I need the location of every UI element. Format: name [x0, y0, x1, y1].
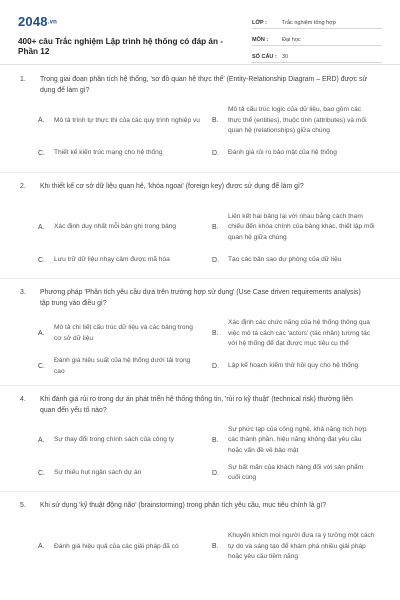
answer-letter: C. [38, 256, 45, 264]
answer-letter: C. [38, 469, 45, 477]
meta-value: Đại học [282, 37, 301, 43]
question-number: 2. [20, 182, 26, 190]
answer-text: Sự phức tạp của công nghệ, khả năng tích hợp các thành phần, hiệu năng không đạt yêu cầu hoặc vấn đề về bảo mật [228, 425, 367, 454]
answer-options [0, 422, 400, 488]
meta-row-class [252, 14, 382, 29]
answer-option-b[interactable] [212, 422, 386, 460]
answer-option-b[interactable] [212, 102, 386, 140]
question-list [0, 74, 400, 572]
question-3 [0, 287, 400, 386]
answer-option-c[interactable] [38, 246, 212, 274]
answer-text: Sự thiếu hụt ngân sách dự án [54, 468, 142, 476]
answer-letter: B. [212, 223, 219, 231]
question-text [0, 287, 400, 309]
meta-row-count [252, 48, 382, 63]
answer-letter: D. [212, 150, 219, 157]
answer-text: Thiết kế kiến trúc mạng cho hệ thống [54, 149, 163, 157]
answer-text: Mô tả trình tự thực thi của các quy trình nghiệp vụ [54, 116, 200, 124]
question-separator [0, 278, 400, 279]
answer-text: Sự thay đổi trong chính sách của công ty [54, 436, 174, 443]
question-number: 3. [20, 289, 26, 296]
answer-letter: A. [38, 223, 45, 231]
answer-text: Lưu trữ dữ liệu nhạy cảm được mã hóa [54, 255, 170, 263]
question-text [0, 394, 400, 416]
answer-option-d[interactable] [212, 246, 386, 274]
answer-letter: D. [212, 256, 219, 264]
question-text [0, 74, 400, 96]
answer-option-c[interactable] [38, 459, 212, 487]
answer-option-a[interactable] [38, 528, 212, 566]
answer-text: Liên kết hai bảng lại với nhau bằng cách tham chiếu đến khóa chính của bảng khác, thiết lập mối quan hệ giữa chúng [228, 212, 375, 241]
answer-option-d[interactable] [212, 353, 386, 381]
meta-key: LỚP : [252, 20, 267, 26]
answer-option-b[interactable] [212, 528, 386, 566]
answer-letter: D. [212, 363, 219, 370]
header-divider [0, 64, 400, 65]
question-prompt: Trong giai đoạn phân tích hệ thống, 'sơ đồ quan hệ thực thể' (Entity-Relationship Diagram – ERD) được sử dụng để làm gì? [40, 76, 368, 94]
answer-option-a[interactable] [38, 315, 212, 353]
answer-letter: B. [212, 543, 219, 551]
answer-option-a[interactable] [38, 102, 212, 140]
answer-text: Lập kế hoạch kiểm thử hồi quy cho hệ thống [228, 362, 359, 370]
answer-letter: A. [38, 330, 45, 338]
answer-letter: C. [38, 363, 45, 370]
answer-option-d[interactable] [212, 140, 386, 168]
document-meta [252, 14, 382, 65]
answer-letter: B. [212, 117, 219, 125]
question-prompt: Khi đánh giá rủi ro trong dự án phát triển hệ thống thông tin, 'rủi ro kỹ thuật' (technical risk) thường liên quan đến yếu tố nào? [40, 395, 353, 414]
question-5 [0, 500, 400, 566]
answer-letter: A. [38, 117, 45, 125]
answer-letter: B. [212, 330, 219, 338]
answer-option-b[interactable] [212, 209, 386, 247]
answer-option-a[interactable] [38, 422, 212, 460]
question-text [0, 181, 400, 203]
meta-key: MÔN : [252, 37, 269, 43]
meta-value: Trắc nghiệm tổng hợp [282, 20, 336, 26]
answer-text: Đánh giá rủi ro bảo mật của hệ thống [228, 149, 337, 157]
meta-row-subject [252, 31, 382, 46]
answer-text: Đánh giá hiệu suất của hệ thống dưới tải trọng cao [54, 357, 191, 375]
answer-letter: C. [38, 150, 45, 157]
question-separator [0, 385, 400, 386]
answer-option-d[interactable] [212, 459, 386, 487]
answer-option-b[interactable] [212, 315, 386, 353]
meta-key: SỐ CÂU : [252, 54, 277, 60]
answer-letter: A. [38, 436, 45, 444]
answer-text: Khuyến khích mọi người đưa ra ý tưởng một cách tự do và sáng tạo để khám phá nhiều giải pháp hoặc yêu cầu tiềm năng [228, 532, 375, 560]
answer-text: Sự bất mãn của khách hàng đối với sản phẩm cuối cùng [228, 463, 364, 481]
question-number: 5. [20, 502, 26, 509]
document-title: 400+ câu Trắc nghiệm Lập trình hệ thống có đáp án - Phần 12 [18, 37, 223, 56]
question-number: 1. [20, 76, 26, 83]
logo-suffix: .vn [47, 19, 58, 26]
answer-options [0, 315, 400, 381]
logo-main: 2048 [18, 14, 48, 29]
question-1 [0, 74, 400, 173]
answer-text: Xác định các chức năng của hệ thống thông qua việc mô tả cách các 'actors' (tác nhân) tương tác với hệ thống để đạt được mục tiêu cụ thể [228, 319, 371, 347]
answer-text: Đánh giá hiệu quả của các giải pháp đã có [54, 542, 179, 550]
meta-value: 30 [282, 54, 289, 60]
question-prompt: Phương pháp 'Phân tích yêu cầu dựa trên trường hợp sử dụng' (Use Case driven requirements analysis) tập trung vào điều gì? [40, 289, 361, 307]
answer-text: Tạo các bản sao dự phòng của dữ liệu [228, 255, 342, 263]
question-prompt: Khi thiết kế cơ sở dữ liệu quan hệ, 'khóa ngoại' (foreign key) được sử dụng để làm gì? [40, 182, 304, 190]
answer-text: Mô tả cấu trúc logic của dữ liệu, bao gồm các thực thể (entities), thuộc tính (attributes) và mối quan hệ (relationships) giữa chúng [228, 106, 367, 134]
question-text [0, 500, 400, 522]
answer-text: Mô tả chi tiết cấu trúc dữ liệu và các bảng trong cơ sở dữ liệu [54, 324, 193, 342]
answer-options [0, 528, 400, 566]
answer-option-c[interactable] [38, 140, 212, 168]
answer-option-a[interactable] [38, 209, 212, 247]
answer-options [0, 209, 400, 275]
question-separator [0, 172, 400, 173]
answer-letter: B. [212, 436, 219, 444]
answer-text: Xác định duy nhất mỗi bản ghi trong bảng [54, 223, 177, 230]
answer-options [0, 102, 400, 168]
question-4 [0, 394, 400, 493]
question-number: 4. [20, 395, 26, 403]
question-prompt: Khi sử dụng 'kỹ thuật động não' (brainstorming) trong phân tích yêu cầu, mục tiêu chính là gì? [40, 502, 327, 509]
answer-letter: A. [38, 543, 45, 551]
answer-letter: D. [212, 469, 219, 477]
question-separator [0, 491, 400, 492]
question-2 [0, 181, 400, 280]
answer-option-c[interactable] [38, 353, 212, 381]
